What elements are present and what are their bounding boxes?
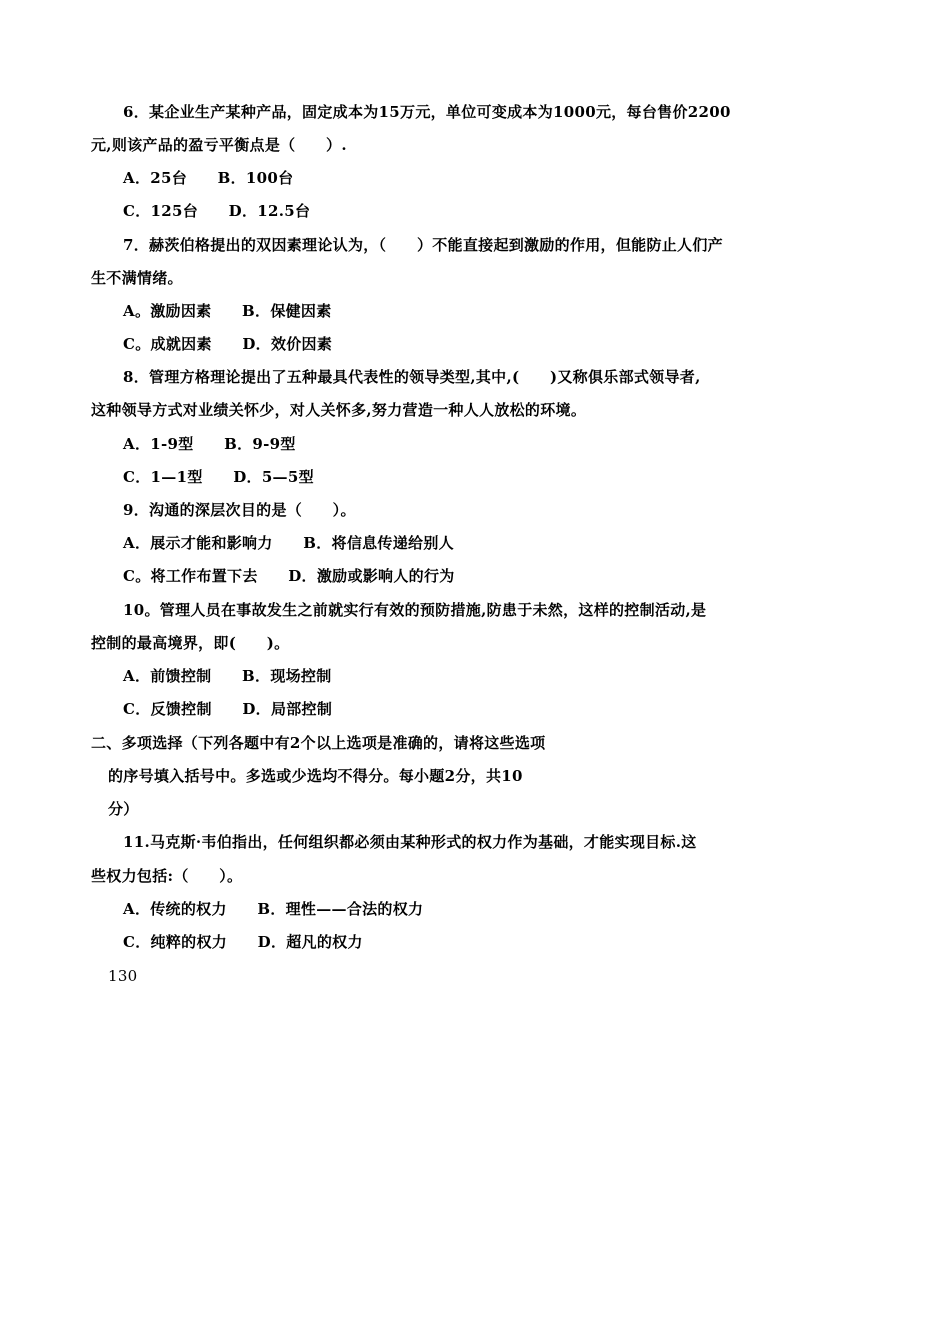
question-8-options-cd: C．1—1型 D．5—5型 <box>123 468 314 486</box>
question-9-options-ab: A．展示才能和影响力 B．将信息传递给别人 <box>123 534 454 552</box>
question-6-options-ab: A．25台 B．100台 <box>123 169 294 187</box>
question-10-options-ab: A．前馈控制 B．现场控制 <box>123 667 332 685</box>
question-8-options-ab: A．1-9型 B．9-9型 <box>123 435 296 453</box>
question-11-text-cont: 些权力包括:（ ）。 <box>91 867 243 885</box>
question-7-options-cd: C。成就因素 D．效价因素 <box>123 335 333 353</box>
page-number: 130 <box>108 967 138 985</box>
question-11-options-cd: C．纯粹的权力 D．超凡的权力 <box>123 933 363 951</box>
question-6-options-cd: C．125台 D．12.5台 <box>123 202 311 220</box>
question-8-text-cont: 这种领导方式对业绩关怀少，对人关怀多,努力营造一种人人放松的环境。 <box>91 401 587 419</box>
question-10-text: 10。管理人员在事故发生之前就实行有效的预防措施,防患于未然，这样的控制活动,是 <box>123 601 707 619</box>
question-7-text-cont: 生不满情绪。 <box>91 269 183 287</box>
question-11-text: 11.马克斯·韦伯指出，任何组织都必须由某种形式的权力作为基础，才能实现目标.这 <box>123 833 697 851</box>
question-7-options-ab: A。激励因素 B．保健因素 <box>123 302 332 320</box>
question-8-text: 8．管理方格理论提出了五种最具代表性的领导类型,其中,( )又称俱乐部式领导者, <box>123 368 701 386</box>
question-6-text-cont: 元,则该产品的盈亏平衡点是（ ）. <box>91 136 347 154</box>
question-9-options-cd: C。将工作布置下去 D．激励或影响人的行为 <box>123 567 455 585</box>
question-11-options-ab: A．传统的权力 B．理性——合法的权力 <box>123 900 424 918</box>
question-10-options-cd: C．反馈控制 D．局部控制 <box>123 700 333 718</box>
question-9-text: 9．沟通的深层次目的是（ ）。 <box>123 501 356 519</box>
question-10-text-cont: 控制的最高境界，即( )。 <box>91 634 290 652</box>
question-7-text: 7．赫茨伯格提出的双因素理论认为，（ ）不能直接起到激励的作用，但能防止人们产 <box>123 236 723 254</box>
section-2-heading: 二、多项选择（下列各题中有2个以上选项是准确的，请将这些选项 <box>91 734 546 752</box>
section-2-heading-end: 分） <box>108 800 139 818</box>
question-6-text: 6．某企业生产某种产品，固定成本为15万元，单位可变成本为1000元，每台售价2200 <box>123 103 731 121</box>
section-2-heading-cont: 的序号填入括号中。多选或少选均不得分。每小题2分，共10 <box>108 767 523 785</box>
